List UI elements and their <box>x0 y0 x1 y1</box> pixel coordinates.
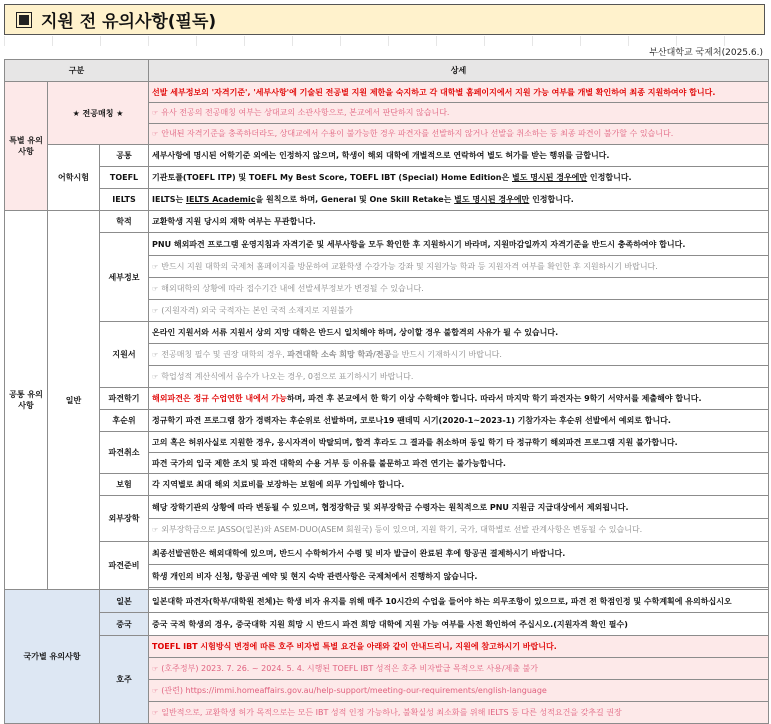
china-text: 중국 국적 학생의 경우, 중국대학 지원 희망 시 반드시 파견 희망 대학에 지원 가능 여부를 사전 확인하여 주십시오.(지원자격 확인 필수) <box>149 613 769 636</box>
australia-line1: TOEFL IBT 시험방식 변경에 따른 호주 비자법 특별 요건을 아래와 같이 안내드리니, 지원에 참고하시기 바랍니다. <box>149 636 769 658</box>
japan-text: 일본대학 파견자(학부/대학원 전체)는 학생 비자 유지를 위해 매주 10시간의 수업을 들어야 하는 의무조항이 있으므로, 파견 전 학점인정 및 수학계획에 유의하십시오 <box>149 590 769 613</box>
pointer-icon: ☞ <box>152 664 159 673</box>
priority-label: 후순위 <box>100 410 149 432</box>
ielts-text: IELTS는 IELTS Academic을 원칙으로 하며, General 및 One Skill Retake는 별도 명시된 경우에만 인정합니다. <box>149 189 769 211</box>
scholarship-line1: 해당 장학기관의 상황에 따라 변동될 수 있으며, 협정장학금 및 외부장학금 수령자는 원칙적으로 PNU 지원금 지급대상에서 제외됩니다. <box>149 496 769 519</box>
pointer-icon: ☞ <box>152 350 159 359</box>
section-common: 공통 유의사항 <box>5 211 48 590</box>
prep-line1: 최종선발권한은 해외대학에 있으며, 반드시 수학허가서 수령 및 비자 발급이 완료된 후에 항공권 결제하시기 바랍니다. <box>149 542 769 565</box>
scholarship-line2: ☞ 외부장학금으로 JASSO(일본)와 ASEM-DUO(ASEM 회원국) 등이 있으며, 지원 학기, 국가, 대학별로 선발 관계사항은 변동될 수 있습니다. <box>149 519 769 542</box>
insurance-label: 보험 <box>100 474 149 496</box>
japan-label: 일본 <box>100 590 149 613</box>
details-line4: ☞ (지원자격) 외국 국적자는 본인 국적 소재지로 지원불가 <box>149 300 769 322</box>
language-common-text: 세부사항에 명시된 어학기준 외에는 인정하지 않으며, 학생이 해외 대학에 개별적으로 연락하여 별도 허가를 받는 행위를 금합니다. <box>149 145 769 167</box>
major-match-line3: ☞ 안내된 자격기준을 충족하더라도, 상대교에서 수용이 불가능한 경우 파견자를 선발하지 않거나 선발을 취소하는 등 최종 파견이 불가할 수 있습니다. <box>149 124 769 145</box>
pointer-icon: ☞ <box>152 372 159 381</box>
details-label: 세부정보 <box>100 233 149 322</box>
details-line3: ☞ 해외대학의 상황에 따라 접수기간 내에 선발세부정보가 변경될 수 있습니다. <box>149 278 769 300</box>
australia-line2: ☞ (호주정부) 2023. 7. 26. ~ 2024. 5. 4. 시행된 TOEFL IBT 성적은 호주 비자발급 목적으로 사용/제출 불가 <box>149 658 769 680</box>
pointer-icon: ☞ <box>152 109 159 117</box>
header-category: 구분 <box>5 60 149 82</box>
pointer-icon: ☞ <box>152 708 159 717</box>
prep-label: 파견준비 <box>100 542 149 590</box>
pointer-icon: ☞ <box>152 262 159 271</box>
pointer-icon: ☞ <box>152 130 159 138</box>
application-label: 지원서 <box>100 322 149 388</box>
header-detail: 상세 <box>149 60 769 82</box>
ielts-label: IELTS <box>100 189 149 211</box>
cancel-line1: 고의 혹은 허위사실로 지원한 경우, 응시자격이 박탈되며, 합격 후라도 그 결과를 취소하며 동일 학기 타 정규학기 해외파견 프로그램 지원 불가합니다. <box>149 432 769 453</box>
toefl-text: 기관토플(TOEFL ITP) 및 TOEFL My Best Score, TOEFL IBT (Special) Home Edition은 별도 명시된 경우에만 인정합니다. <box>149 167 769 189</box>
cancel-line2: 파견 국가의 입국 제한 조치 및 파견 대학의 수용 거부 등 이유를 불문하고 파견 연기는 불가능합니다. <box>149 453 769 474</box>
section-country: 국가별 유의사항 <box>5 590 100 724</box>
australia-label: 호주 <box>100 636 149 724</box>
australia-line3: ☞ (관련) https://immi.homeaffairs.gov.au/help-support/meeting-our-requirements/english-language <box>149 680 769 702</box>
general-label: 일반 <box>48 211 100 590</box>
pointer-icon: ☞ <box>152 306 159 315</box>
application-line1: 온라인 지원서와 서류 지원서 상의 지망 대학은 반드시 일치해야 하며, 상이할 경우 불합격의 사유가 될 수 있습니다. <box>149 322 769 344</box>
notice-table <box>4 59 769 724</box>
prep-line2: 학생 개인의 비자 신청, 항공권 예약 및 현지 숙박 관련사항은 국제처에서 진행하지 않습니다. <box>149 565 769 588</box>
australia-line4: ☞ 일반적으로, 교환학생 허가 목적으로는 모든 IBT 성적 인정 가능하나, 불확실성 최소화를 위해 IELTS 등 다른 성적요건을 갖추길 권장 <box>149 702 769 724</box>
application-line2: ☞ 전공매칭 필수 및 권장 대학의 경우, 파견대학 소속 희망 학과/전공을 반드시 기재하시기 바랍니다. <box>149 344 769 366</box>
title-bar <box>4 4 765 35</box>
semester-text: 해외파견은 정규 수업연한 내에서 가능하며, 파견 후 본교에서 한 학기 이상 수학해야 합니다. 따라서 마지막 학기 파견자는 9학기 서약서를 제출해야 합니다. <box>149 388 769 410</box>
pointer-icon: ☞ <box>152 686 159 695</box>
toefl-label: TOEFL <box>100 167 149 189</box>
china-label: 중국 <box>100 613 149 636</box>
insurance-text: 각 지역별로 최대 해외 치료비를 보장하는 보험에 의무 가입해야 합니다. <box>149 474 769 496</box>
pointer-icon: ☞ <box>152 284 159 293</box>
details-line2: ☞ 반드시 지원 대학의 국제처 홈페이지를 방문하여 교환학생 수강가능 강좌 및 지원가능 학과 등 지원자격 여부를 확인한 후 지원하시기 바랍니다. <box>149 256 769 278</box>
major-match-line2: ☞ 유사 전공의 전공매칭 여부는 상대교의 소관사항으로, 본교에서 판단하지 않습니다. <box>149 103 769 124</box>
major-match-line1: 선발 세부정보의 '자격기준', '세부사항'에 기술된 전공별 지원 제한을 숙지하고 각 대학별 홈페이지에서 지원 가능 여부를 개별 확인하여 최종 지원하여야 합니다. <box>149 82 769 103</box>
pointer-icon: ☞ <box>152 526 159 534</box>
issuer-note: 부산대학교 국제처(2025.6.) <box>649 48 763 58</box>
language-test-label: 어학시험 <box>48 145 100 211</box>
enrollment-text: 교환학생 지원 당시의 재학 여부는 무관합니다. <box>149 211 769 233</box>
details-line1: PNU 해외파견 프로그램 운영지침과 자격기준 및 세부사항을 모두 확인한 후 지원하시기 바라며, 지원마감일까지 자격기준을 반드시 충족하여야 합니다. <box>149 233 769 256</box>
page-title: 지원 전 유의사항(필독) <box>41 12 217 32</box>
cancel-label: 파견취소 <box>100 432 149 474</box>
application-line3: ☞ 학업성적 계산식에서 음수가 나오는 경우, 0점으로 표기하시기 바랍니다. <box>149 366 769 388</box>
semester-label: 파견학기 <box>100 388 149 410</box>
language-common-label: 공통 <box>100 145 149 167</box>
scholarship-label: 외부장학 <box>100 496 149 542</box>
enrollment-label: 학적 <box>100 211 149 233</box>
square-bullet-icon <box>17 13 31 27</box>
section-special: 특별 유의사항 <box>5 82 48 211</box>
priority-text: 정규학기 파견 프로그램 참가 경력자는 후순위로 선발하며, 코로나19 팬데믹 시기(2020-1~2023-1) 기참가자는 후순위 선발에서 예외로 합니다. <box>149 410 769 432</box>
major-match-label: ★ 전공매칭 ★ <box>48 82 149 145</box>
